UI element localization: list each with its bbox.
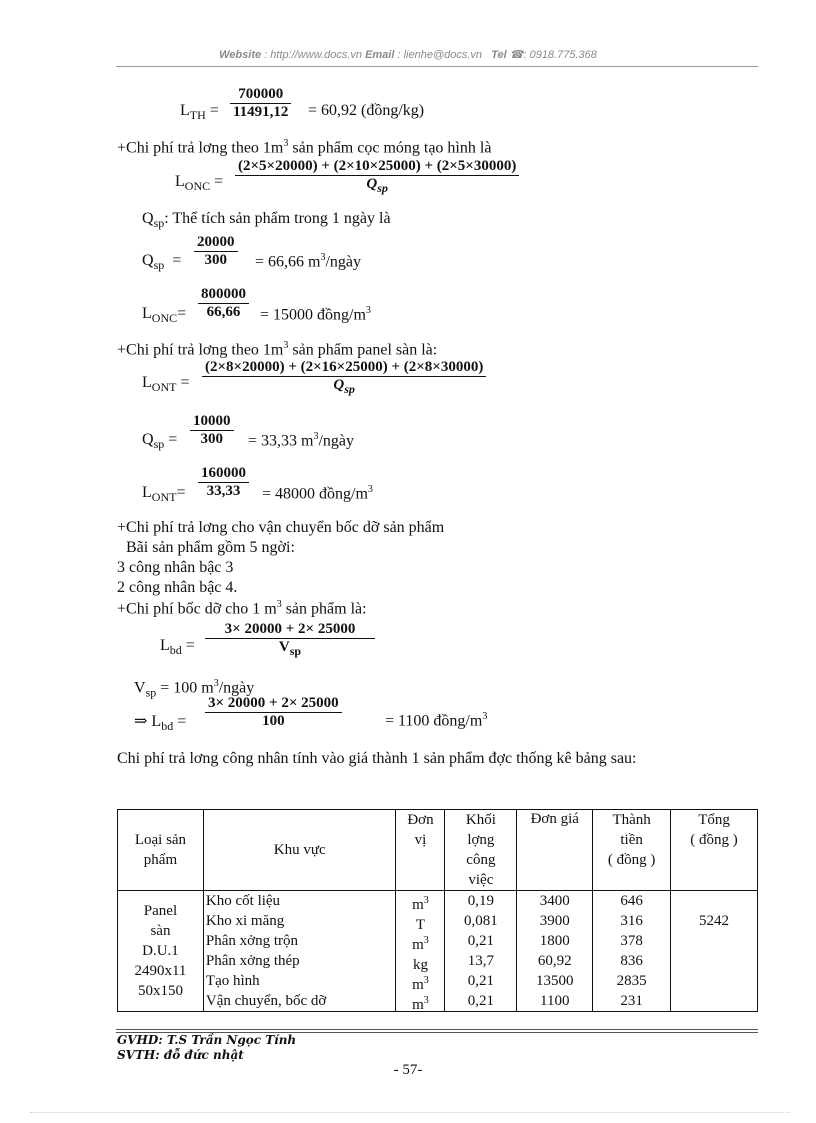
eq6-result: = 33,33 $m^3$/ngày [248, 431, 355, 450]
eq4-denominator: 66,66 [206, 304, 241, 320]
implies-icon: ⇒ [134, 713, 148, 730]
website-label: Website [219, 49, 262, 61]
eq1-numerator: 700000 [238, 86, 284, 102]
eq4-fraction [198, 286, 249, 321]
header-rule [116, 66, 758, 67]
eq7-lhs: $L_{ONT}=$ [142, 484, 186, 505]
eq3-lhs: $Q_{sp}$ = [142, 252, 182, 273]
col-header-unit: Đơn vị [396, 810, 445, 891]
eq3-fraction [194, 234, 238, 269]
paragraph-panel-wage: +Chi phí trả lơng theo $1m^3$ sản phẩm panel sàn là: [117, 340, 438, 359]
email-value: : lienhe@docs.vn [397, 49, 483, 61]
total-cell: 5242 [671, 891, 758, 1012]
eq3-result: = 66,66 $m^3$/ngày [255, 252, 362, 271]
eq7-fraction [198, 465, 249, 500]
volume-cell: 0,19 0,081 0,21 13,7 0,21 0,21 [445, 891, 517, 1012]
eq5-fraction [202, 359, 486, 397]
eq4-result: = 15000 đồng/$m^3$ [260, 305, 371, 324]
eq10-fraction [205, 695, 342, 730]
paragraph-pile-wage: +Chi phí trả lơng theo $1m^3$ sản phẩm cọc móng tạo hình là [117, 138, 492, 157]
eq2-lhs: $L_{ONC}$ = [175, 173, 224, 194]
price-cell: 3400 3900 1800 60,92 13500 1100 [517, 891, 593, 1012]
website-url: : http://www.docs.vn [264, 49, 362, 61]
cost-table [117, 809, 758, 1012]
eq5-lhs: $L_{ONT}$ = [142, 374, 190, 395]
product-cell: Panel sàn D.U.1 2490x11 50x150 [118, 891, 204, 1012]
eq2-denominator: $Q_{sp}$ [366, 176, 388, 195]
qsp-definition: $Q_{sp}$: Thể tích sản phẩm trong 1 ngày là [142, 210, 391, 231]
eq3-denominator: 300 [204, 252, 227, 268]
tel-value: : 0918.775.368 [523, 49, 597, 61]
eq10-numerator: 3× 20000 + 2× 25000 [208, 695, 339, 711]
eq8-fraction [205, 621, 375, 659]
eq4-lhs: $L_{ONC}=$ [142, 305, 187, 326]
page-number: - 57- [393, 1062, 423, 1078]
tel-label: Tel [491, 49, 507, 61]
col-header-total: Tổng ( đồng ) [671, 810, 758, 891]
eq8-numerator: 3× 20000 + 2× 25000 [224, 621, 356, 637]
amount-cell: 646 316 378 836 2835 231 [593, 891, 671, 1012]
eq6-numerator: 10000 [193, 413, 231, 429]
eq4-numerator: 800000 [201, 286, 246, 302]
bottom-dotted-rule [30, 1112, 790, 1113]
eq8-lhs: $L_{bd}$ = [160, 637, 195, 658]
eq10-lhs: ⇒ $L_{bd}$ = [134, 713, 187, 734]
eq5-numerator: (2×8×20000) + (2×16×25000) + (2×8×30000) [205, 359, 484, 375]
col-header-price: Đơn giá [517, 810, 593, 891]
eq1-result: = 60,92 (đồng/kg) [308, 102, 425, 119]
col-header-product: Loại sản phẩm [118, 810, 204, 891]
paragraph-grade4: 2 công nhân bậc 4. [117, 579, 238, 596]
eq1-fraction [230, 86, 291, 121]
eq2-fraction [235, 158, 519, 196]
paragraph-table-intro: Chi phí trả lơng công nhân tính vào giá thành 1 sản phẩm đợc thống kê bảng sau: [117, 750, 637, 767]
eq5-denominator: $Q_{sp}$ [333, 377, 355, 396]
eq9-volume: $V_{sp} = 100$ $m^3$/ngày [134, 678, 255, 700]
eq7-denominator: 33,33 [206, 483, 241, 499]
eq1-lhs: $L_{TH}$ = [180, 102, 219, 123]
eq8-denominator: $V_{sp}$ [278, 639, 302, 658]
eq1-denominator: 11491,12 [233, 104, 289, 120]
eq7-numerator: 160000 [201, 465, 246, 481]
col-header-amount: Thành tiền ( đồng ) [593, 810, 671, 891]
paragraph-transport-wage: +Chi phí trả lơng cho vận chuyển bốc dỡ sản phẩm [117, 519, 445, 536]
eq6-fraction [190, 413, 234, 448]
paragraph-grade3: 3 công nhân bậc 3 [117, 559, 234, 576]
footer-rule [116, 1029, 758, 1030]
phone-icon: ☎ [509, 49, 524, 61]
page-header [0, 48, 816, 61]
eq6-denominator: 300 [200, 431, 223, 447]
col-header-volume: Khối lợng công việc [445, 810, 517, 891]
table-row [118, 891, 758, 1012]
table-header-row [118, 810, 758, 891]
student-line: SVTH: đỗ đức nhật [117, 1048, 244, 1062]
eq10-denominator: 100 [262, 713, 285, 729]
eq10-result: = 1100 đồng/$m^3$ [385, 711, 488, 730]
email-label: Email [365, 49, 395, 61]
col-header-area: Khu vực [203, 810, 396, 891]
eq7-result: = 48000 đồng/$m^3$ [262, 484, 373, 503]
paragraph-handling-cost: +Chi phí bốc dỡ cho 1 $m^3$ sản phẩm là: [117, 599, 367, 618]
eq2-numerator: (2×5×20000) + (2×10×25000) + (2×5×30000) [238, 158, 517, 174]
unit-cell: $m^3$ T $m^3$ kg $m^3$ $m^3$ [396, 891, 445, 1012]
eq6-lhs: $Q_{sp}$ = [142, 431, 178, 452]
area-cell: Kho cốt liệu Kho xi măng Phân xởng trộn Phân xởng thép Tạo hình Vận chuyển, bốc dỡ [203, 891, 396, 1012]
advisor-line: GVHD: T.S Trần Ngọc Tính [117, 1033, 297, 1047]
eq3-numerator: 20000 [197, 234, 235, 250]
paragraph-workers: Bãi sản phẩm gồm 5 ngời: [126, 539, 295, 556]
